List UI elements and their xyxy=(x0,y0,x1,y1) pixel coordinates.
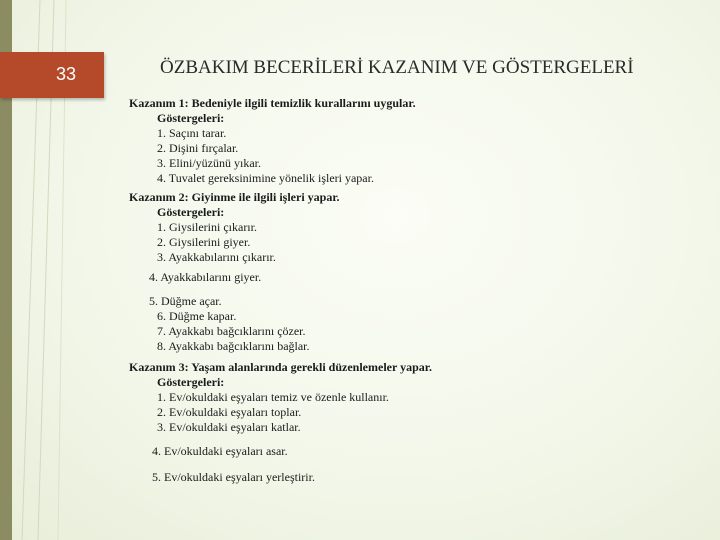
kazanim-2-item: 1. Giysilerini çıkarır. xyxy=(157,220,257,234)
kazanim-2-item: 4. Ayakkabılarını giyer. xyxy=(149,270,262,284)
page-title: ÖZBAKIM BECERİLERİ KAZANIM VE GÖSTERGELERİ xyxy=(160,57,634,78)
kazanim-1-item: 1. Saçını tarar. xyxy=(157,126,227,140)
page-number: 33 xyxy=(56,64,77,84)
kazanim-2-heading: Kazanım 2: Giyinme ile ilgili işleri yapar. xyxy=(129,190,340,204)
kazanim-1-heading: Kazanım 1: Bedeniyle ilgili temizlik kurallarını uygular. xyxy=(129,96,416,110)
page-number-tab xyxy=(0,52,104,98)
kazanim-3-item: 2. Ev/okuldaki eşyaları toplar. xyxy=(157,405,302,419)
kazanim-3-item: 1. Ev/okuldaki eşyaları temiz ve özenle kullanır. xyxy=(157,390,389,404)
kazanim-2-item: 2. Giysilerini giyer. xyxy=(157,235,251,249)
kazanim-3-item: 3. Ev/okuldaki eşyaları katlar. xyxy=(157,420,301,434)
kazanim-2-item: 3. Ayakkabılarını çıkarır. xyxy=(157,250,276,264)
kazanim-1-item: 2. Dişini fırçalar. xyxy=(157,141,239,155)
kazanim-3-heading: Kazanım 3: Yaşam alanlarında gerekli düzenlemeler yapar. xyxy=(129,360,432,374)
kazanim-1-item: 4. Tuvalet gereksinimine yönelik işleri yapar. xyxy=(157,171,374,185)
kazanim-3-item: 4. Ev/okuldaki eşyaları asar. xyxy=(152,444,288,458)
kazanim-1-gostergeler-label: Göstergeleri: xyxy=(157,111,225,125)
kazanim-3-item: 5. Ev/okuldaki eşyaları yerleştirir. xyxy=(152,470,315,484)
kazanim-2-item: 8. Ayakkabı bağcıklarını bağlar. xyxy=(157,339,310,353)
kazanim-3-gostergeler-label: Göstergeleri: xyxy=(157,375,225,389)
kazanim-2-item: 5. Düğme açar. xyxy=(149,294,222,308)
kazanim-2-gostergeler-label: Göstergeleri: xyxy=(157,205,225,219)
kazanim-1-item: 3. Elini/yüzünü yıkar. xyxy=(157,156,261,170)
kazanim-2-item: 6. Düğme kapar. xyxy=(157,309,237,323)
kazanim-2-item: 7. Ayakkabı bağcıklarını çözer. xyxy=(157,324,306,338)
